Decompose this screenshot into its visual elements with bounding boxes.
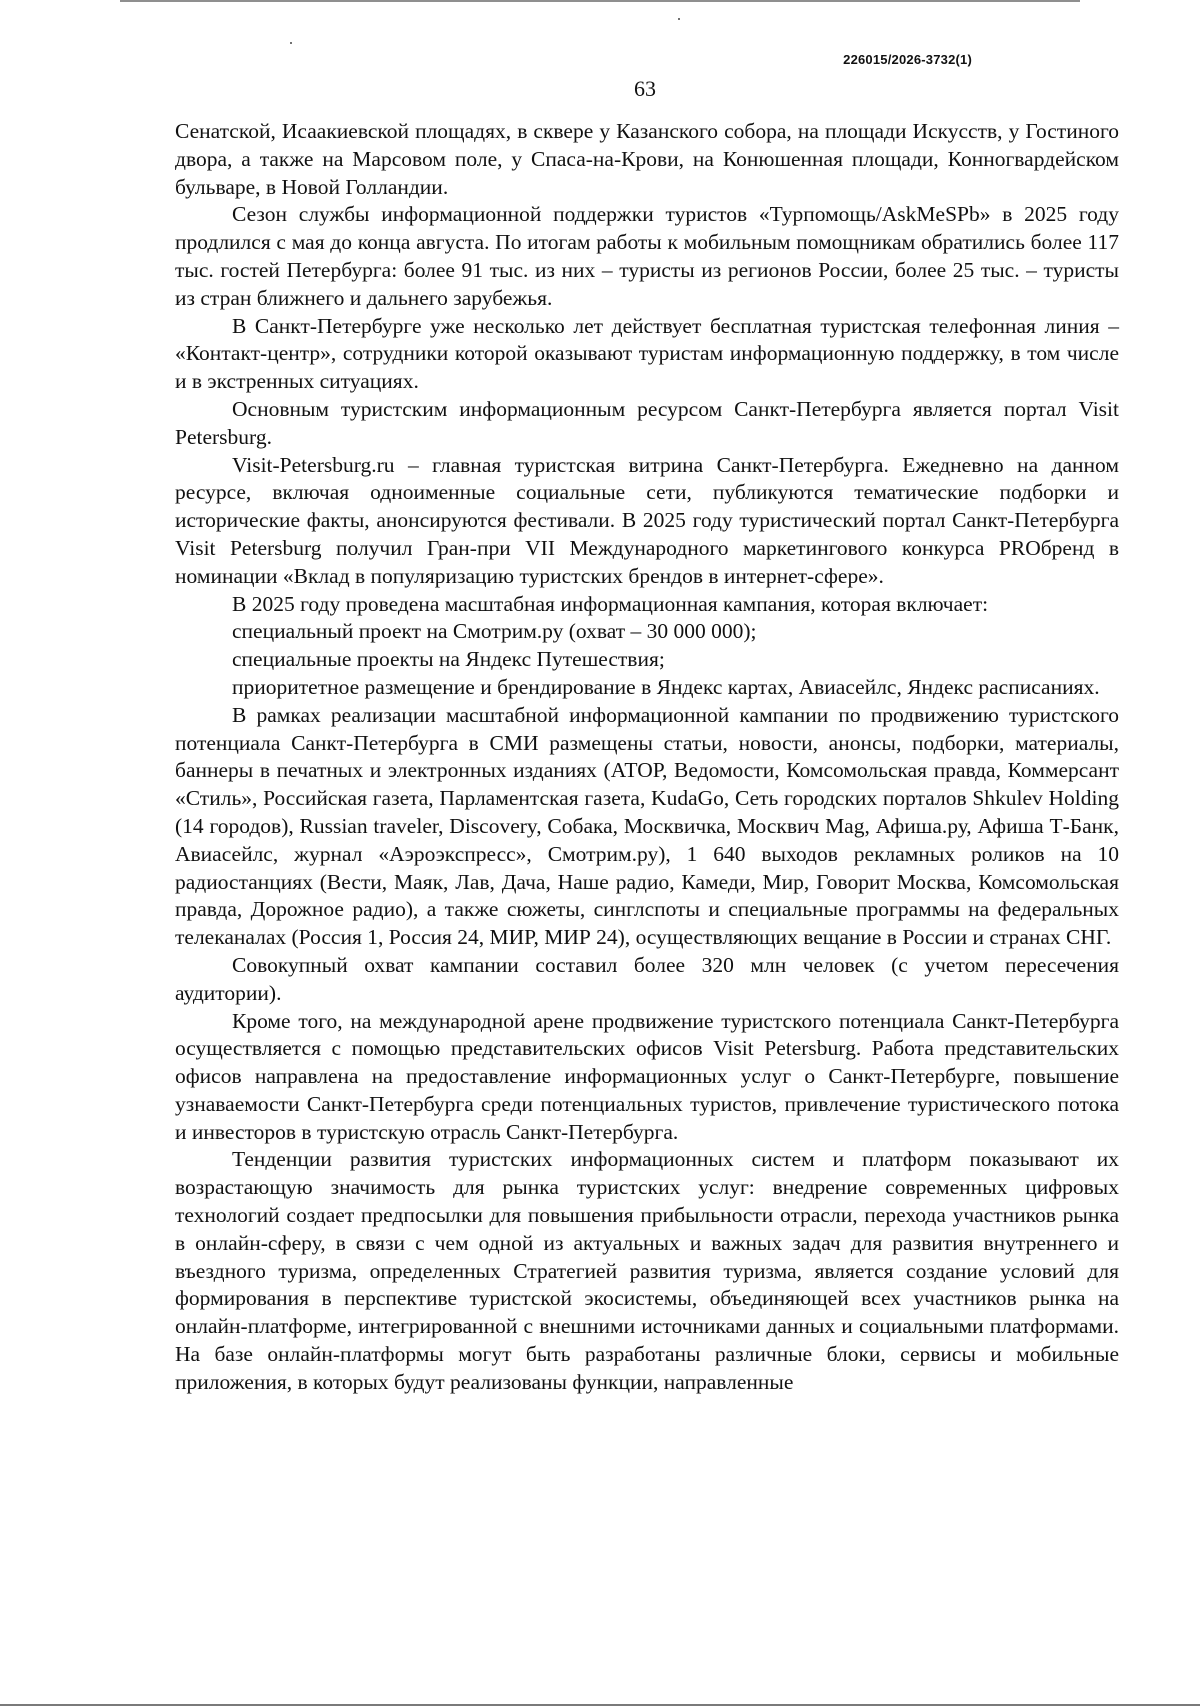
paragraph: Visit-Petersburg.ru – главная туристская витрина Санкт-Петербурга. Ежедневно на данном ресурсе, включая одноименные социальные сети, публикуются тематические подборки и исторические факты, анонсируются фестивали. В 2025 году туристический портал Санкт-Петербурга Visit Petersburg получил Гран-при VII Международного маркетингового конкурса PROбренд в номинации «Вклад в популяризацию туристских брендов в интернет-сфере». bbox=[175, 452, 1119, 588]
document-id: 226015/2026-3732(1) bbox=[843, 52, 972, 67]
scan-top-edge bbox=[120, 0, 1080, 2]
paragraph: Основным туристским информационным ресурсом Санкт-Петербурга является портал Visit Petersburg. bbox=[175, 396, 1119, 449]
list-item: приоритетное размещение и брендирование в Яндекс картах, Авиасейлс, Яндекс расписаниях. bbox=[232, 674, 1100, 699]
list-item: специальный проект на Смотрим.ру (охват – 30 000 000); bbox=[232, 619, 757, 644]
paragraph: Тенденции развития туристских информационных систем и платформ показывают их возрастающую значимость для рынка туристских услуг: внедрение современных цифровых технологий создает предпосылки для повышения прибыльности отрасли, перехода участников рынка в онлайн-сферу, в связи с чем одной из актуальных и важных задач для развития внутреннего и въездного туризма, определенных Стратегией развития туризма, является создание условий для формирования в перспективе туристской экосистемы, объединяющей всех участников рынка на онлайн-платформе, интегрированной с внешними источниками данных и социальными платформами. На базе онлайн-платформы могут быть разработаны различные блоки, сервисы и мобильные приложения, в которых будут реализованы функции, направленные bbox=[175, 1147, 1119, 1394]
list-item: специальные проекты на Яндекс Путешествия; bbox=[232, 647, 665, 672]
paragraph: В 2025 году проведена масштабная информационная кампания, которая включает: bbox=[232, 591, 989, 616]
paragraph: Кроме того, на международной арене продвижение туристского потенциала Санкт-Петербурга осуществляется с помощью представительских офисов Visit Petersburg. Работа представительских офисов направлена на предоставление информационных услуг о Санкт-Петербурге, повышение узнаваемости Санкт-Петербурга среди потенциальных туристов, привлечение туристического потока и инвесторов в туристскую отрасль Санкт-Петербурга. bbox=[175, 1008, 1119, 1144]
scan-speck bbox=[678, 18, 680, 20]
paragraph: В Санкт-Петербурге уже несколько лет действует бесплатная туристская телефонная линия – «Контакт-центр», сотрудники которой оказывают туристам информационную поддержку, в том числе и в экстренных ситуациях. bbox=[175, 313, 1119, 394]
paragraph: Сезон службы информационной поддержки туристов «Турпомощь/AskMeSPb» в 2025 году продлился с мая до конца августа. По итогам работы к мобильным помощникам обратились более 117 тыс. гостей Петербурга: более 91 тыс. из них – туристы из регионов России, более 25 тыс. – туристы из стран ближнего и дальнего зарубежья. bbox=[175, 202, 1119, 310]
document-body bbox=[175, 118, 1119, 1397]
scan-speck bbox=[290, 42, 292, 44]
paragraph: Сенатской, Исаакиевской площадях, в сквере у Казанского собора, на площади Искусств, у Гостиного двора, а также на Марсовом поле, у Спаса-на-Крови, на Конюшенная площади, Конногвардейском бульваре, в Новой Голландии. bbox=[175, 119, 1119, 199]
paragraph: Совокупный охват кампании составил более 320 млн человек (с учетом пересечения аудитории). bbox=[175, 952, 1119, 1005]
page-number: 63 bbox=[634, 76, 656, 101]
paragraph: В рамках реализации масштабной информационной кампании по продвижению туристского потенциала Санкт-Петербурга в СМИ размещены статьи, новости, анонсы, подборки, материалы, баннеры в печатных и электронных изданиях (АТОР, Ведомости, Комсомольская правда, Коммерсант «Стиль», Российская газета, Парламентская газета, KudaGo, Сеть городских порталов Shkulev Holding (14 городов), Russian traveler, Discovery, Собака, Москвичка, Москвич Mag, Афиша.ру, Афиша Т-Банк, Авиасейлс, журнал «Аэроэкспресс», Смотрим.ру), 1 640 выходов рекламных роликов на 10 радиостанциях (Вести, Маяк, Лав, Дача, Наше радио, Камеди, Мир, Говорит Москва, Комсомольская правда, Дорожное радио), а также сюжеты, синглспоты и специальные программы на федеральных телеканалах (Россия 1, Россия 24, МИР, МИР 24), осуществляющих вещание в России и странах СНГ. bbox=[175, 702, 1119, 950]
